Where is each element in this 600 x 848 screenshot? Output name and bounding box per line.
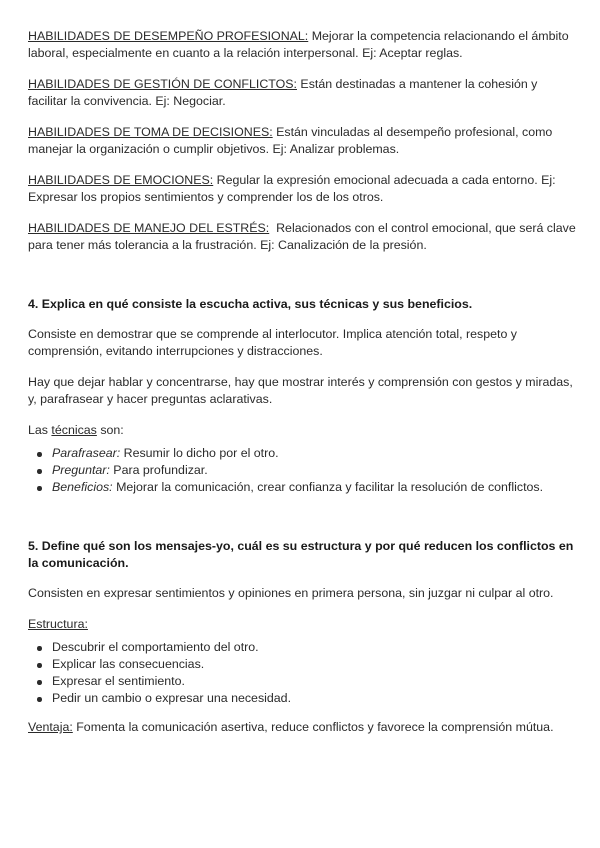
skill-title: HABILIDADES DE DESEMPEÑO PROFESIONAL: [28, 29, 309, 43]
list-item-text: Para profundizar. [109, 463, 208, 477]
structure-list [28, 639, 576, 707]
list-item-term: Parafrasear: [52, 446, 121, 460]
question-5-heading: 5. Define qué son los mensajes-yo, cuál es su estructura y por qué reducen los conflictos en la comunicación. [28, 539, 574, 570]
list-item-text: Resumir lo dicho por el otro. [120, 446, 279, 460]
skill-text: Están vinculadas al desempeño profesional, como manejar la organización o cumplir objetivos. Ej: Analizar problemas. [28, 125, 553, 156]
list-item: Pedir un cambio o expresar una necesidad. [28, 690, 576, 707]
advantage-text: Fomenta la comunicación asertiva, reduce conflictos y favorece la comprensión mútua. [72, 720, 554, 734]
list-item [28, 462, 576, 479]
skill-text: Relacionados con el control emocional, que será clave para tener más tolerancia a la frustración. Ej: Canalización de la presión. [28, 221, 580, 252]
skill-title: HABILIDADES DE EMOCIONES: [28, 173, 214, 187]
list-item-text: Mejorar la comunicación, crear confianza y facilitar la resolución de conflictos. [112, 480, 544, 494]
question-4-heading: 4. Explica en qué consiste la escucha activa, sus técnicas y sus beneficios. [28, 297, 473, 311]
list-item: Expresar el sentimiento. [28, 673, 576, 690]
structure-label: Estructura: [28, 617, 88, 631]
advantage-paragraph [28, 719, 576, 736]
skill-title: HABILIDADES DE TOMA DE DECISIONES: [28, 125, 273, 139]
list-item-term: Preguntar: [52, 463, 110, 477]
document-page [28, 28, 580, 750]
skill-paragraph [28, 124, 576, 158]
list-item [28, 479, 576, 496]
skill-text: Están destinadas a mantener la cohesión y facilitar la convivencia. Ej: Negociar. [28, 77, 538, 108]
techniques-word: técnicas [51, 423, 97, 437]
skill-text: Regular la expresión emocional adecuada a cada entorno. Ej: Expresar los propios sentimientos y comprender los de los otros. [28, 173, 556, 204]
skill-title: HABILIDADES DE GESTIÓN DE CONFLICTOS: [28, 77, 297, 91]
skill-title: HABILIDADES DE MANEJO DEL ESTRÉS: [28, 221, 270, 235]
skill-text: Mejorar la competencia relacionando el ámbito laboral, especialmente en cuanto a la relación interpersonal. Ej: Aceptar reglas. [28, 29, 569, 60]
list-item-term: Beneficios: [52, 480, 113, 494]
q4-answer-paragraph: Consiste en demostrar que se comprende al interlocutor. Implica atención total, respeto y comprensión, evitando interrupciones y distracciones. [28, 327, 518, 358]
list-item: Explicar las consecuencias. [28, 656, 576, 673]
q5-answer-paragraph: Consisten en expresar sentimientos y opiniones en primera persona, sin juzgar ni culpar al otro. [28, 586, 554, 600]
skill-paragraph [28, 220, 580, 254]
techniques-intro: Las técnicas son: [28, 423, 124, 437]
techniques-list [28, 445, 576, 496]
skill-paragraph [28, 76, 576, 110]
advantage-label: Ventaja: [28, 720, 73, 734]
q4-answer-paragraph: Hay que dejar hablar y concentrarse, hay que mostrar interés y comprensión con gestos y miradas, y, parafrasear y hacer preguntas aclarativas. [28, 375, 573, 406]
skill-paragraph [28, 28, 576, 62]
skill-paragraph [28, 172, 576, 206]
list-item: Descubrir el comportamiento del otro. [28, 639, 576, 656]
list-item [28, 445, 576, 462]
